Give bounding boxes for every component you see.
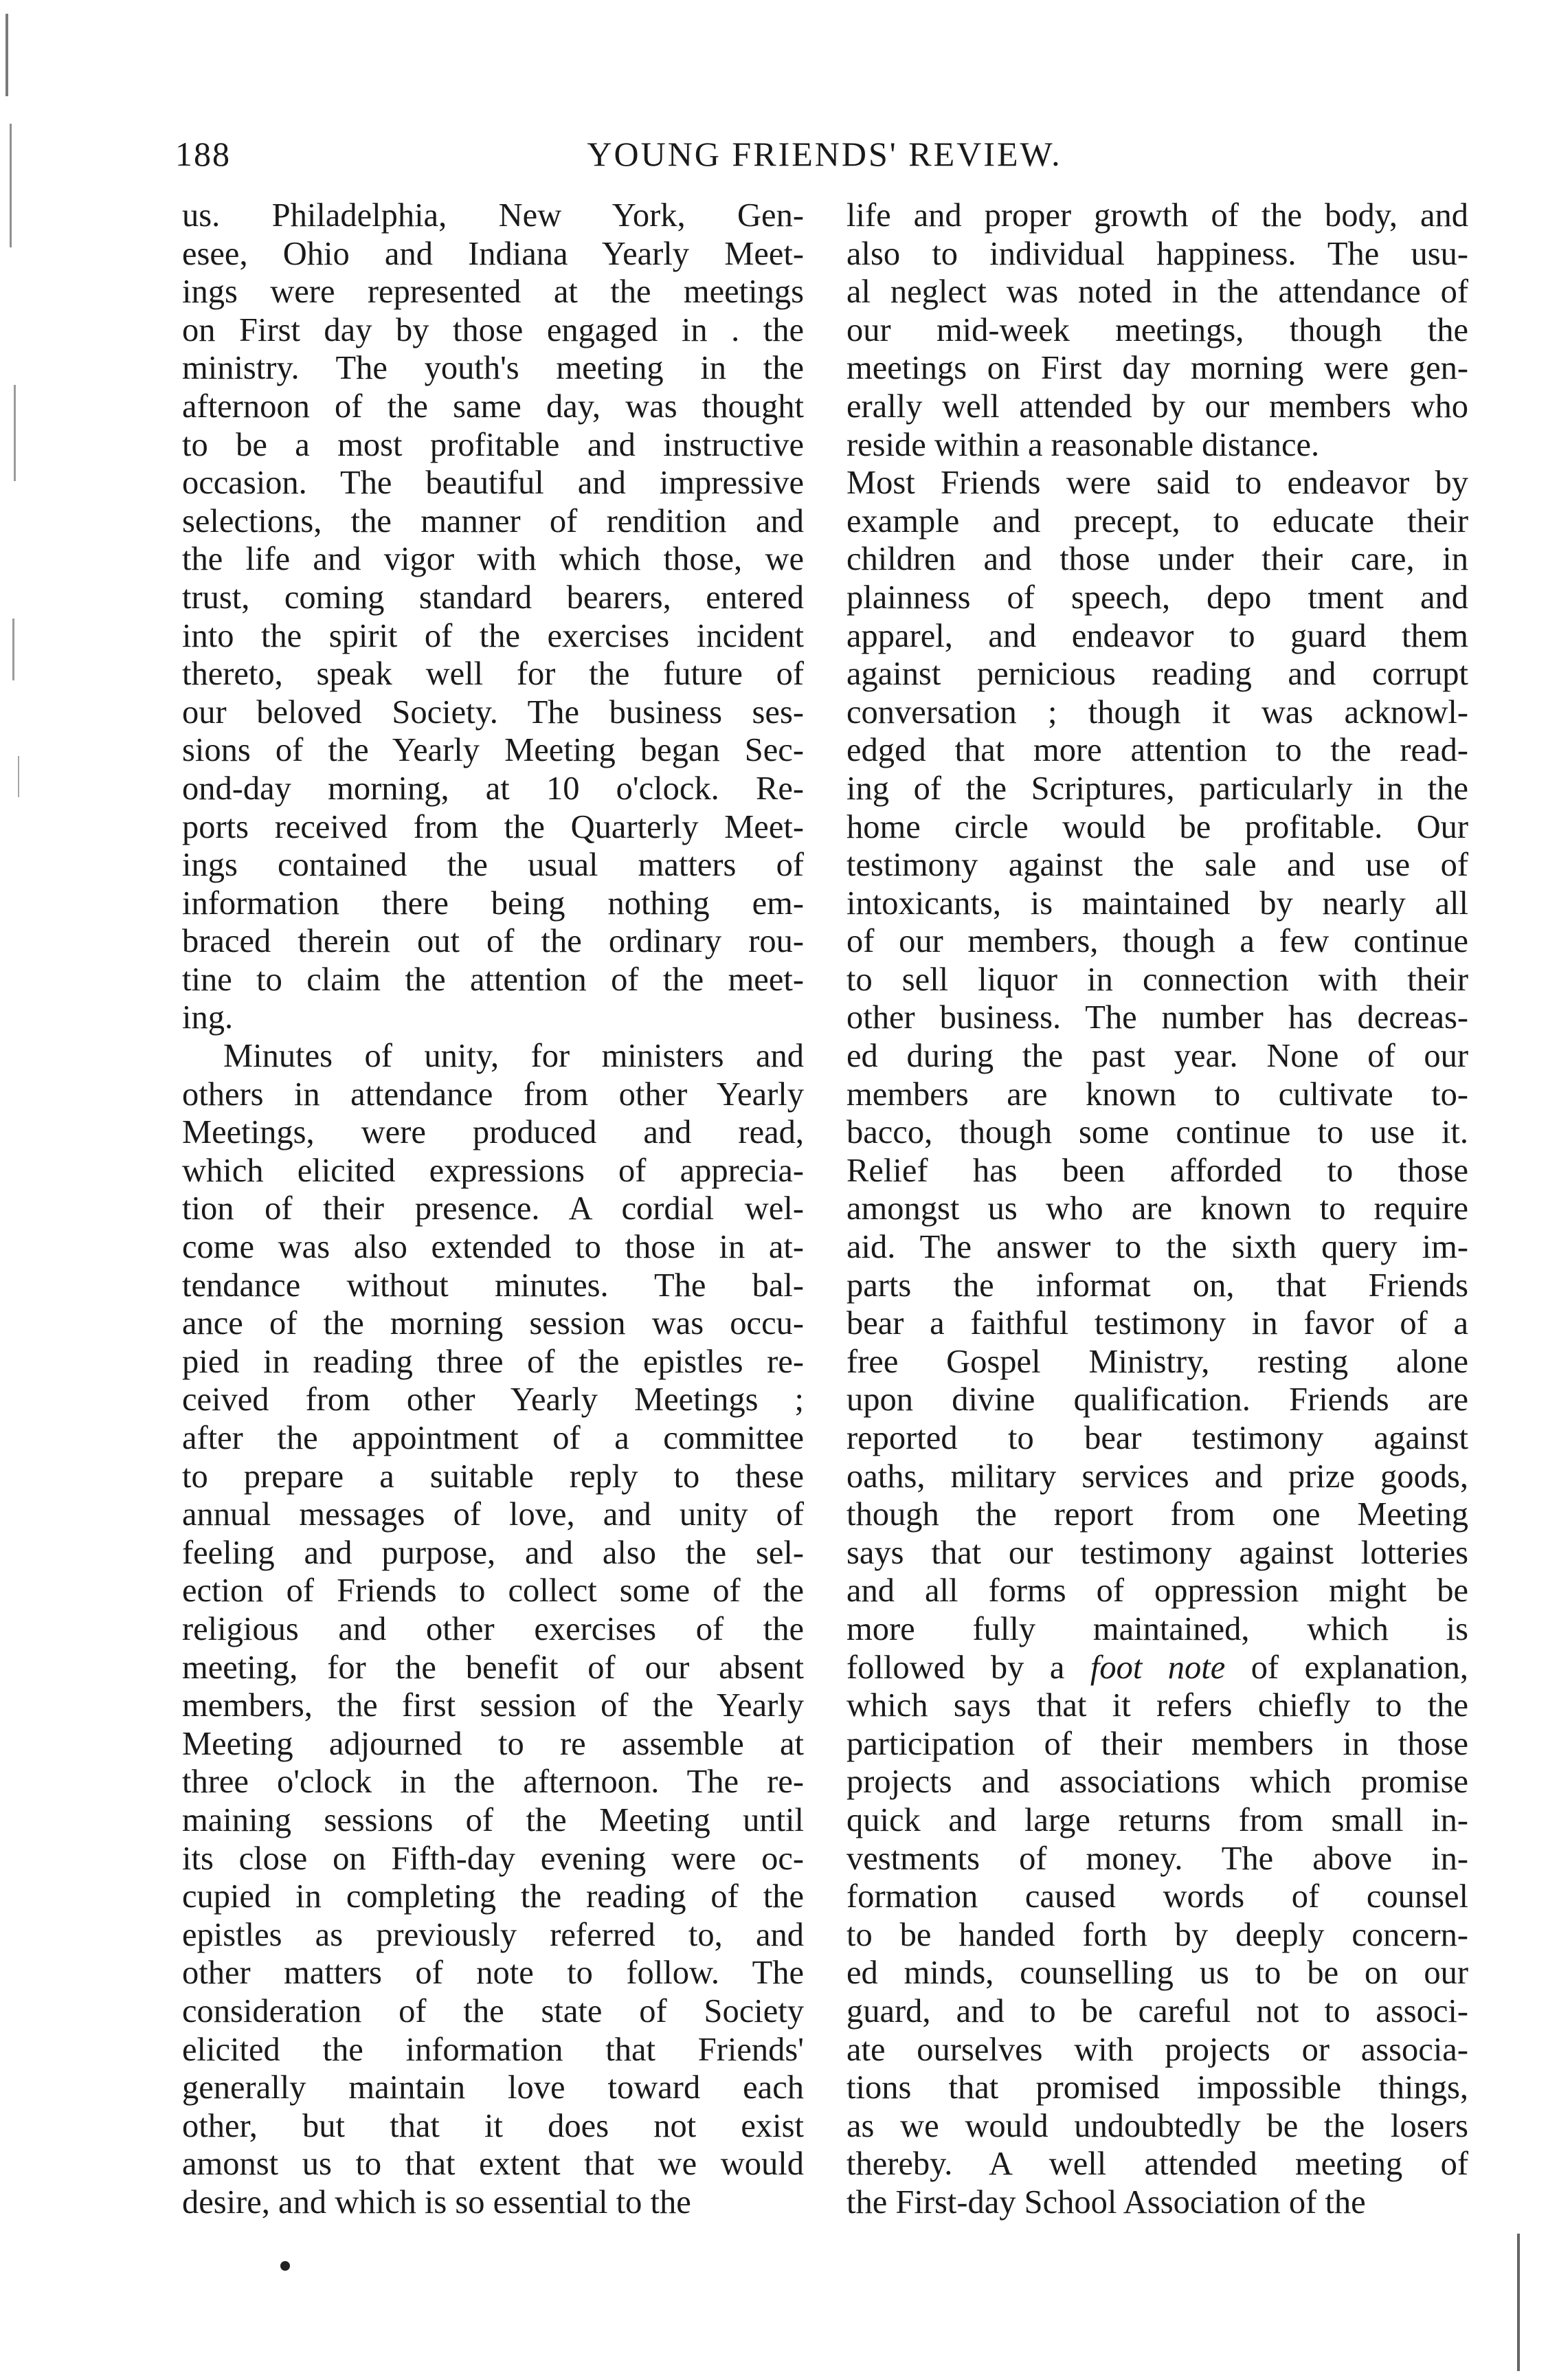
text-line: to be a most profitable and instructive [182,426,804,463]
scan-margin-mark [14,385,16,481]
text-line: after the appointment of a committee [182,1420,804,1456]
text-line: oaths, military services and prize goods, [846,1458,1468,1495]
text-line: Most Friends were said to endeavor by [846,465,1468,502]
text-line: Relief has been afforded to those [846,1152,1468,1189]
text-line: others in attendance from other Yearly [182,1076,804,1113]
text-line: epistles as previously referred to, and [182,1916,804,1953]
text-line: into the spirit of the exercises incident [182,617,804,654]
text-line: as we would undoubtedly be the losers [846,2107,1468,2144]
text-line: information there being nothing em- [182,885,804,922]
text-line: guard, and to be careful not to associ- [846,1992,1468,2029]
scan-margin-mark [10,124,12,247]
text-line: aid. The answer to the sixth query im- [846,1229,1468,1266]
text-line: members are known to cultivate to- [846,1076,1468,1113]
text-line: elicited the information that Friends' [182,2031,804,2068]
right-text-column [846,197,1468,2221]
text-line: upon divine qualification. Friends are [846,1381,1468,1419]
scan-margin-mark [18,756,19,797]
text-line: Minutes of unity, for ministers and [223,1038,804,1075]
text-line: ports received from the Quarterly Meet- [182,808,804,845]
text-line: children and those under their care, in [846,541,1468,578]
text-line: meeting, for the benefit of our absent [182,1649,804,1686]
text-line: bacco, though some continue to use it. [846,1114,1468,1151]
text-line: come was also extended to those in at- [182,1229,804,1266]
text-line: its close on Fifth-day evening were oc- [182,1840,804,1877]
text-line: ond-day morning, at 10 o'clock. Re- [182,770,804,807]
text-line: al neglect was noted in the attendance of [846,274,1468,311]
text-line: tion of their presence. A cordial wel- [182,1190,804,1227]
text-line: trust, coming standard bearers, entered [182,579,804,616]
text-line: thereto, speak well for the future of [182,656,804,693]
text-line: maining sessions of the Meeting until [182,1801,804,1838]
text-line: reside within a reasonable distance. [846,426,1320,463]
text-line: which says that it refers chiefly to the [846,1687,1468,1724]
text-line: selections, the manner of rendition and [182,502,804,540]
text-line: generally maintain love toward each [182,2069,804,2106]
text-line: cupied in completing the reading of the [182,1878,804,1915]
scan-margin-mark [1517,2234,1520,2371]
text-line: afternoon of the same day, was thought [182,388,804,425]
text-line: reported to bear testimony against [846,1420,1468,1456]
text-line: more fully maintained, which is [846,1610,1468,1647]
text-line: ings contained the usual matters of [182,847,804,884]
text-line: other business. The number has decreas- [846,999,1468,1036]
text-line: Meetings, were produced and read, [182,1114,804,1151]
text-line: annual messages of love, and unity of [182,1496,804,1533]
text-line: ed during the past year. None of our [846,1038,1468,1075]
text-line: meetings on First day morning were gen- [846,350,1468,387]
text-line: pied in reading three of the epistles re- [182,1343,804,1380]
text-line: bear a faithful testimony in favor of a [846,1305,1468,1342]
left-text-column [182,197,804,2221]
text-line: erally well attended by our members who [846,388,1468,425]
text-line: other, but that it does not exist [182,2107,804,2144]
text-line: ing of the Scriptures, particularly in the [846,770,1468,807]
text-line: to be handed forth by deeply concern- [846,1916,1468,1953]
scan-margin-mark [12,619,14,680]
text-line: three o'clock in the afternoon. The re- [182,1764,804,1801]
text-line: ed minds, counselling us to be on our [846,1955,1468,1992]
text-line: though the report from one Meeting [846,1496,1468,1533]
text-line: ceived from other Yearly Meetings ; [182,1381,804,1419]
text-line: free Gospel Ministry, resting alone [846,1343,1468,1380]
scan-dot [280,2261,290,2271]
text-line: esee, Ohio and Indiana Yearly Meet- [182,235,804,272]
text-line: ate ourselves with projects or associa- [846,2031,1468,2068]
text-line: also to individual happiness. The usu- [846,235,1468,272]
text-line: edged that more attention to the read- [846,732,1468,769]
text-line: apparel, and endeavor to guard them [846,617,1468,654]
text-line: quick and large returns from small in- [846,1801,1468,1838]
text-line: tine to claim the attention of the meet- [182,961,804,998]
text-line: our mid-week meetings, though the [846,311,1468,348]
text-line: to prepare a suitable reply to these [182,1458,804,1495]
text-line: conversation ; though it was acknowl- [846,693,1468,731]
text-line: desire, and which is so essential to the [182,2183,691,2221]
page-header [175,134,1474,182]
text-line: ings were represented at the meetings [182,274,804,311]
text-line: members, the first session of the Yearly [182,1687,804,1724]
italic-text: foot note [1090,1649,1226,1686]
text-line: and all forms of oppression might be [846,1572,1468,1610]
text-line: which elicited expressions of apprecia- [182,1152,804,1189]
text-line: the First-day School Association of the [846,2183,1366,2221]
running-title: YOUNG FRIENDS' REVIEW. [587,135,1062,173]
text-line: consideration of the state of Society [182,1992,804,2029]
text-line: sions of the Yearly Meeting began Sec- [182,732,804,769]
text-line: tendance without minutes. The bal- [182,1267,804,1304]
text-line: religious and other exercises of the [182,1610,804,1647]
text-line: us. Philadelphia, New York, Gen- [182,197,804,234]
text-line: ection of Friends to collect some of the [182,1572,804,1610]
text-line: occasion. The beautiful and impressive [182,465,804,502]
text-line: ing. [182,999,234,1036]
text-line: plainness of speech, depo tment and [846,579,1468,616]
text-line: parts the informat on, that Friends [846,1267,1468,1304]
text-line: of our members, though a few continue [846,923,1468,960]
text-line: amongst us who are known to require [846,1190,1468,1227]
text-line: against pernicious reading and corrupt [846,656,1468,693]
text-line: intoxicants, is maintained by nearly all [846,885,1468,922]
text-line: followed by a foot note of explanation, [846,1649,1469,1686]
text-line: formation caused words of counsel [846,1878,1468,1915]
text-line: feeling and purpose, and also the sel- [182,1534,804,1571]
text-line: ministry. The youth's meeting in the [182,350,804,387]
text-line: example and precept, to educate their [846,502,1468,540]
text-line: participation of their members in those [846,1725,1468,1762]
text-line: Meeting adjourned to re assemble at [182,1725,804,1762]
text-line: braced therein out of the ordinary rou- [182,923,804,960]
text-line: ance of the morning session was occu- [182,1305,804,1342]
text-line: to sell liquor in connection with their [846,961,1468,998]
scan-margin-mark [5,14,8,96]
text-line: amonst us to that extent that we would [182,2146,804,2183]
text-line: other matters of note to follow. The [182,1955,804,1992]
text-line: our beloved Society. The business ses- [182,693,804,731]
text-line: on First day by those engaged in . the [182,311,804,348]
text-line: thereby. A well attended meeting of [846,2146,1468,2183]
text-line: life and proper growth of the body, and [846,197,1468,234]
text-line: projects and associations which promise [846,1764,1468,1801]
text-line: the life and vigor with which those, we [182,541,804,578]
text-line: home circle would be profitable. Our [846,808,1468,845]
text-line: testimony against the sale and use of [846,847,1468,884]
text-line: says that our testimony against lotteries [846,1534,1468,1571]
text-line: tions that promised impossible things, [846,2069,1468,2106]
page-number: 188 [175,135,231,173]
text-line: vestments of money. The above in- [846,1840,1468,1877]
